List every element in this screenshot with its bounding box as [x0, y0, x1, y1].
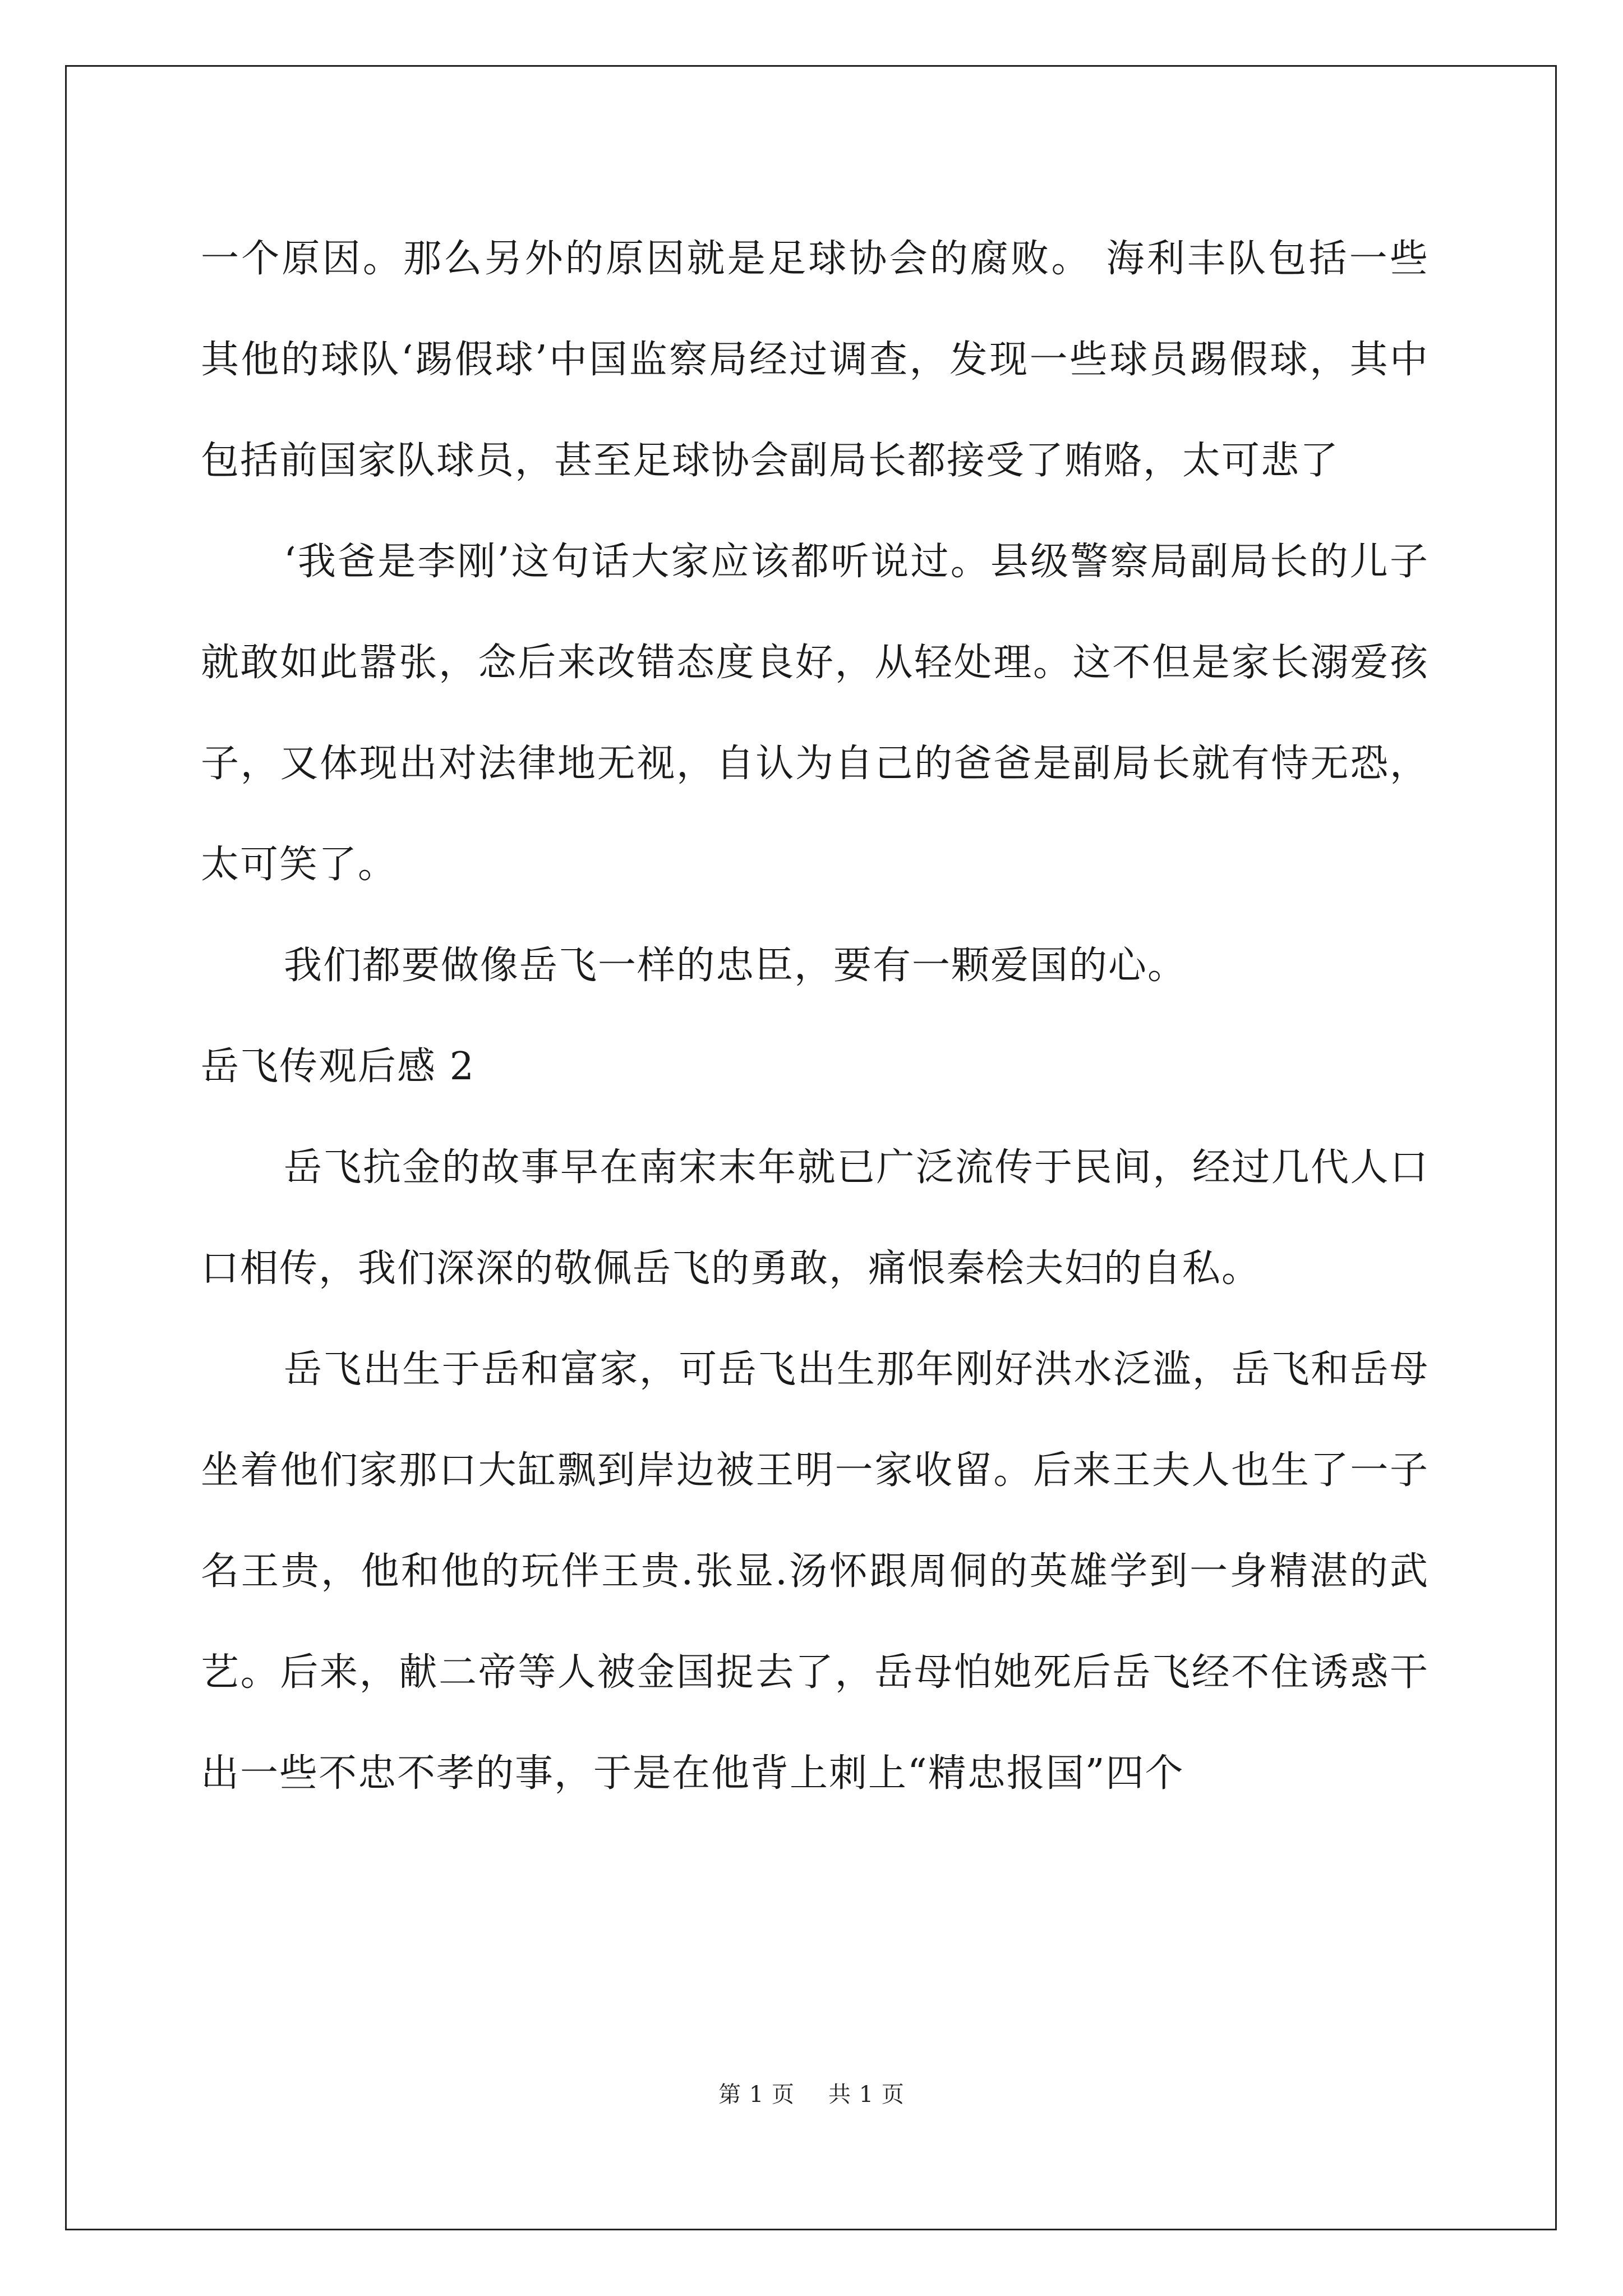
paragraph-3: 我们都要做像岳飞一样的忠臣，要有一颗爱国的心。: [284, 944, 1187, 988]
document-body: [201, 209, 1429, 1824]
paragraph-4: 岳飞抗金的故事早在南宋末年就已广泛流传于民间，经过几代人口口相传，我们深深的敬佩岳飞的勇敢，痛恨秦桧夫妇的自私。: [201, 1145, 1429, 1291]
paragraph-5: 岳飞出生于岳和富家，可岳飞出生那年刚好洪水泛滥，岳飞和岳母坐着他们家那口大缸飘到岸边被王明一家收留。后来王夫人也生了一子名王贵，他和他的玩伴王贵.张显.汤怀跟周侗的英雄学到一身精湛的武艺。后来，献二帝等人被金国捉去了，岳母怕她死后岳飞经不住诱惑干出一些不忠不孝的事，于是在他背上刺上“精忠报国”四个: [201, 1347, 1429, 1796]
page-footer: [0, 2077, 1623, 2109]
paragraph-1: 一个原因。那么另外的原因就是足球协会的腐败。 海利丰队包括一些其他的球队‘踢假球’中国监察局经过调查，发现一些球员踢假球，其中包括前国家队球员，甚至足球协会副局长都接受了贿赂，太可悲了: [201, 237, 1429, 483]
section-heading: 岳飞传观后感 2: [201, 1045, 475, 1089]
page-total: 共 1 页: [828, 2082, 905, 2108]
page-number: 第 1 页: [718, 2082, 795, 2108]
paragraph-2: ‘我爸是李刚’这句话大家应该都听说过。县级警察局副局长的儿子就敢如此嚣张，念后来改错态度良好，从轻处理。这不但是家长溺爱孩子，又体现出对法律地无视，自认为自己的爸爸是副局长就有恃无恐，太可笑了。: [201, 540, 1429, 887]
